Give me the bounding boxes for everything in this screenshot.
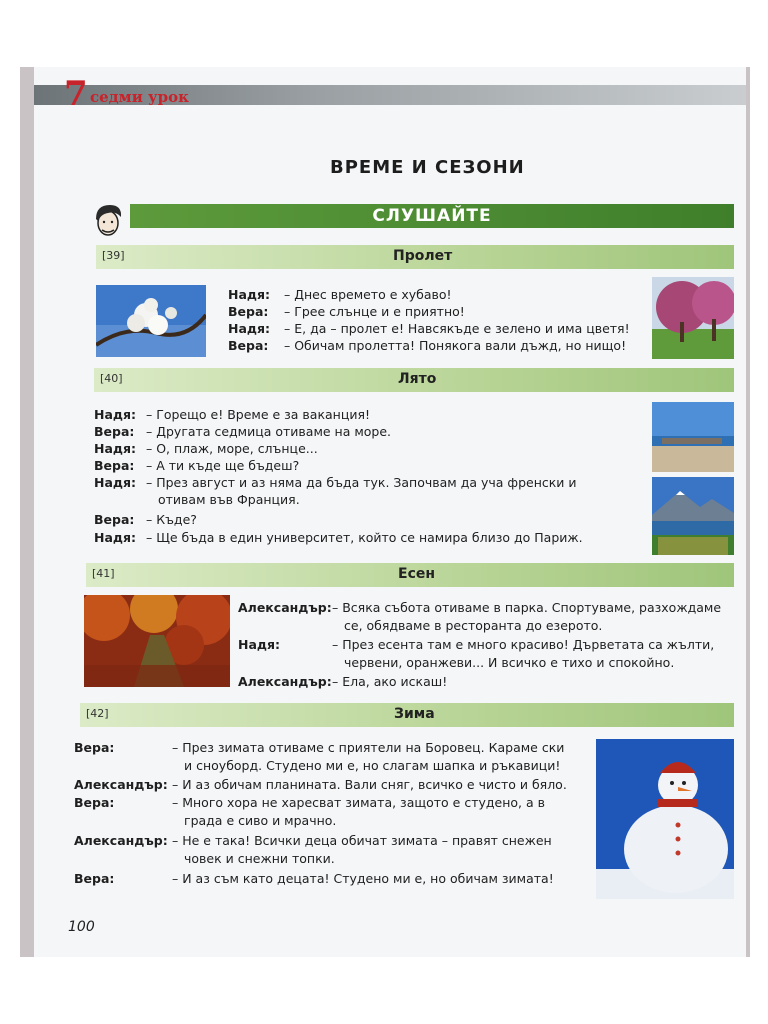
track-number: [42] xyxy=(86,707,109,720)
winter-line-2: – И аз обичам планината. Вали сняг, всичко е чисто и бяло. xyxy=(172,777,567,792)
autumn-line-2: – През есента там е много красиво! Дърветата са жълти, xyxy=(332,637,715,652)
spring-line-2: – Грее слънце и е приятно! xyxy=(284,304,465,319)
page-title: ВРЕМЕ И СЕЗОНИ xyxy=(330,157,525,178)
spring-blossom-image xyxy=(96,285,206,357)
winter-line-4-cont: човек и снежни топки. xyxy=(184,851,335,866)
autumn-line-1: – Всяка събота отиваме в парка. Спортуваме, разхождаме xyxy=(332,600,722,615)
winter-speaker-5: Вера: xyxy=(74,871,115,886)
season-title: Есен xyxy=(398,566,436,582)
lesson-title: седми урок xyxy=(90,88,189,106)
spring-speaker-4: Вера: xyxy=(228,338,269,353)
season-bar-winter xyxy=(80,703,734,727)
summer-line-5-cont: отивам във Франция. xyxy=(158,492,300,507)
autumn-park-image xyxy=(84,595,230,687)
summer-line-4: – А ти къде ще бъдеш? xyxy=(146,458,300,473)
summer-line-1: – Горещо е! Време е за ваканция! xyxy=(146,407,370,422)
summer-line-6: – Къде? xyxy=(146,512,197,527)
winter-line-5: – И аз съм като децата! Студено ми е, но обичам зимата! xyxy=(172,871,554,886)
season-title: Зима xyxy=(394,706,435,722)
summer-line-2: – Другата седмица отиваме на море. xyxy=(146,424,392,439)
winter-speaker-3: Вера: xyxy=(74,795,115,810)
summer-speaker-6: Вера: xyxy=(94,512,135,527)
spring-line-4: – Обичам пролетта! Понякога вали дъжд, но нищо! xyxy=(284,338,627,353)
winter-line-4: – Не е така! Всички деца обичат зимата – правят снежен xyxy=(172,833,552,848)
track-number: [41] xyxy=(92,567,115,580)
season-bar-spring xyxy=(96,245,734,269)
summer-speaker-3: Надя: xyxy=(94,441,137,456)
lesson-number: 7 xyxy=(64,74,88,114)
listener-avatar-icon xyxy=(86,199,132,243)
track-number: [40] xyxy=(100,372,123,385)
autumn-line-3: – Ела, ако искаш! xyxy=(332,674,448,689)
spring-line-3: – Е, да – пролет е! Навсякъде е зелено и има цветя! xyxy=(284,321,630,336)
summer-lake-image xyxy=(652,477,734,555)
winter-line-1: – През зимата отиваме с приятели на Боровец. Караме ски xyxy=(172,740,565,755)
textbook-page xyxy=(34,67,746,957)
season-title: Лято xyxy=(398,371,437,387)
spring-speaker-3: Надя: xyxy=(228,321,271,336)
summer-beach-image xyxy=(652,402,734,472)
summer-line-7: – Ще бъда в един университет, който се намира близо до Париж. xyxy=(146,530,583,545)
winter-speaker-4: Александър: xyxy=(74,833,168,848)
summer-line-3: – О, плаж, море, слънце... xyxy=(146,441,318,456)
winter-line-1-cont: и сноуборд. Студено ми е, но слагам шапка и ръкавици! xyxy=(184,758,561,773)
track-number: [39] xyxy=(102,249,125,262)
autumn-line-1-cont: се, обядваме в ресторанта до езерото. xyxy=(344,618,603,633)
winter-line-3: – Много хора не харесват зимата, защото е студено, а в xyxy=(172,795,545,810)
summer-speaker-7: Надя: xyxy=(94,530,137,545)
summer-speaker-5: Надя: xyxy=(94,475,137,490)
summer-line-5: – През август и аз няма да бъда тук. Започвам да уча френски и xyxy=(146,475,577,490)
season-title: Пролет xyxy=(393,248,453,264)
winter-speaker-1: Вера: xyxy=(74,740,115,755)
autumn-speaker-3: Александър: xyxy=(238,674,332,689)
listen-banner xyxy=(130,204,734,228)
page-number: 100 xyxy=(68,919,95,935)
winter-snowman-image xyxy=(596,739,734,899)
season-bar-summer xyxy=(94,368,734,392)
summer-speaker-1: Надя: xyxy=(94,407,137,422)
summer-speaker-2: Вера: xyxy=(94,424,135,439)
winter-line-3-cont: града е сиво и мрачно. xyxy=(184,813,337,828)
listen-label: СЛУШАЙТЕ xyxy=(372,206,492,226)
summer-speaker-4: Вера: xyxy=(94,458,135,473)
autumn-speaker-2: Надя: xyxy=(238,637,281,652)
season-bar-autumn xyxy=(86,563,734,587)
spring-line-1: – Днес времето е хубаво! xyxy=(284,287,452,302)
autumn-line-2-cont: червени, оранжеви... И всичко е тихо и спокойно. xyxy=(344,655,675,670)
autumn-speaker-1: Александър: xyxy=(238,600,332,615)
spring-speaker-2: Вера: xyxy=(228,304,269,319)
winter-speaker-2: Александър: xyxy=(74,777,168,792)
spring-speaker-1: Надя: xyxy=(228,287,271,302)
spring-park-image xyxy=(652,277,734,359)
